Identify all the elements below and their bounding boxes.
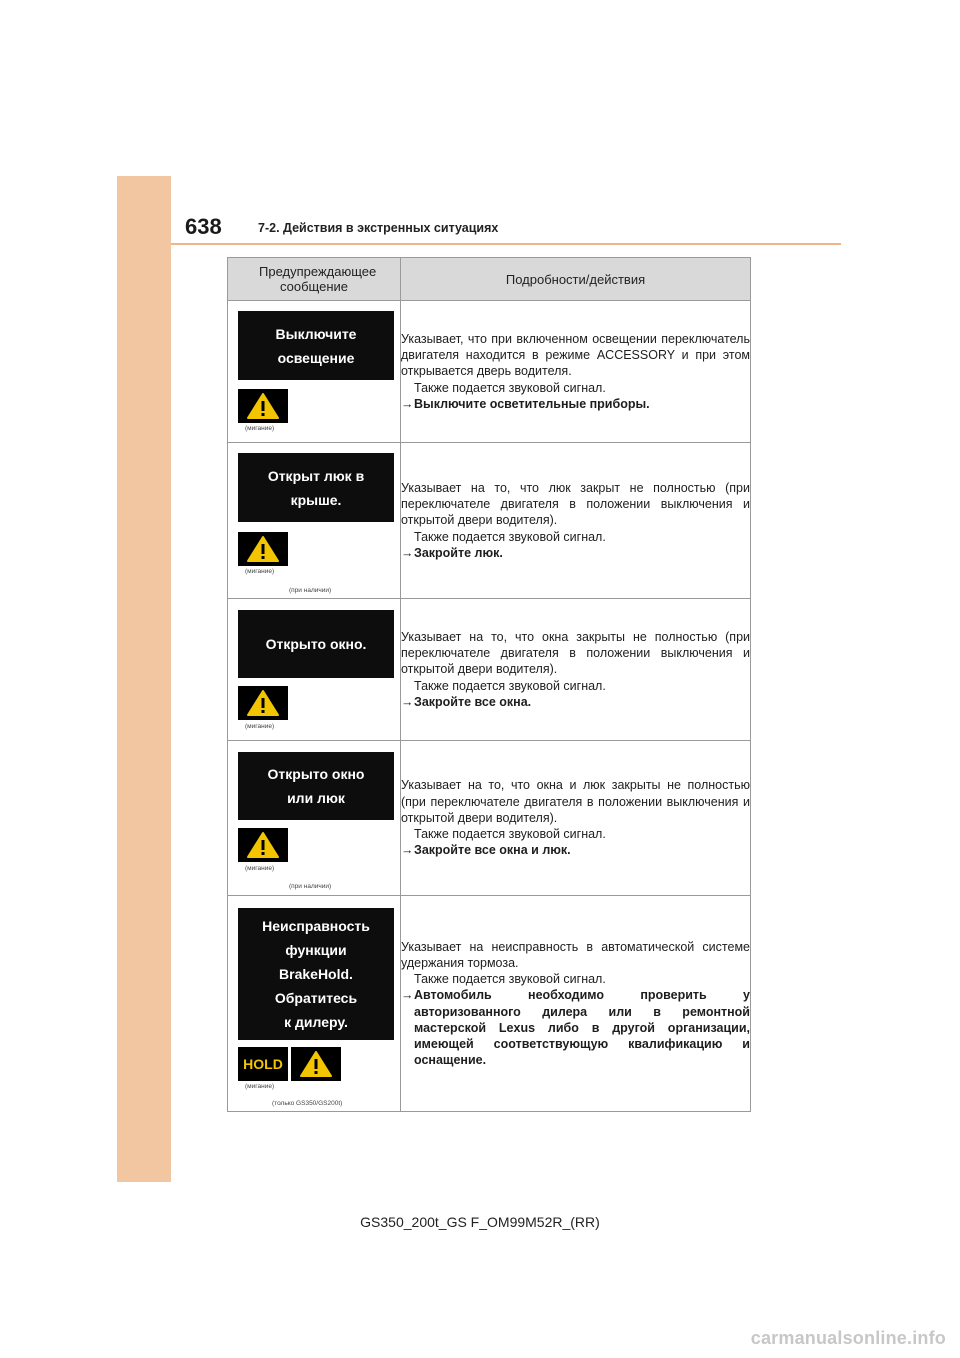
action-item [401, 694, 750, 710]
warning-triangle-icon [238, 828, 288, 862]
availability-note: (только GS350/GS200t) [272, 1100, 343, 1107]
header-rule [171, 243, 841, 245]
warning-triangle-icon [238, 686, 288, 720]
details-cell [401, 443, 751, 599]
display-line: функции [285, 942, 347, 958]
buzzer-note: Также подается звуковой сигнал. [414, 972, 606, 987]
action-item [401, 545, 750, 561]
page-number: 638 [185, 214, 222, 239]
message-image-cell [228, 741, 401, 896]
flash-note: (мигание) [245, 865, 275, 872]
arrow-icon: → [401, 396, 414, 411]
table-row [228, 443, 751, 599]
buzzer-note: Также подается звуковой сигнал. [414, 827, 606, 842]
warning-triangle-icon [291, 1047, 341, 1081]
action-item [401, 987, 750, 1068]
flash-note: (мигание) [245, 425, 275, 432]
display-line: к дилеру. [284, 1014, 348, 1030]
arrow-icon: → [401, 694, 414, 709]
watermark: carmanualsonline.info [750, 1328, 946, 1348]
display-line: Открыт люк в [267, 467, 365, 484]
column-header-message: Предупреждающее сообщение [228, 258, 401, 301]
arrow-icon: → [401, 988, 414, 1003]
description: Указывает на неисправность в автоматической системе удержания тормоза. [401, 939, 750, 970]
display-message [238, 453, 394, 522]
display-line: Выключите [275, 325, 357, 342]
action-text: Закройте все окна и люк. [414, 843, 571, 858]
display-line: Открыто окно [267, 766, 365, 782]
availability-note: (при наличии) [289, 587, 332, 594]
message-image-cell [228, 443, 401, 599]
side-tab-band [117, 176, 171, 1182]
message-image-cell [228, 301, 401, 443]
display-line: Неисправность [262, 918, 370, 934]
buzzer-note: Также подается звуковой сигнал. [414, 678, 606, 693]
brake-hold-icon: HOLD [238, 1047, 288, 1081]
table-row [228, 896, 751, 1112]
flash-note: (мигание) [245, 568, 275, 575]
table-header-row [228, 258, 751, 301]
action-text: Закройте все окна. [414, 694, 532, 709]
action-item [401, 842, 750, 858]
description: Указывает на то, что окна и люк закрыты не полностью (при переключателе двигателя в положении выключения и открытой двери водителя). [401, 778, 750, 825]
message-image-cell [228, 599, 401, 741]
display-message [238, 311, 394, 380]
display-line: BrakeHold. [279, 966, 353, 982]
table-row [228, 741, 751, 896]
display-line: освещение [277, 349, 355, 366]
display-line: Открыто окно. [265, 636, 367, 652]
warning-triangle-icon [238, 532, 288, 566]
details-cell [401, 741, 751, 896]
display-message [238, 610, 394, 678]
warning-message-table [227, 257, 751, 1112]
arrow-icon: → [401, 545, 414, 560]
table-row [228, 599, 751, 741]
details-cell [401, 301, 751, 443]
message-image-cell [228, 896, 401, 1112]
section-title: 7-2. Действия в экстренных ситуациях [258, 221, 499, 235]
column-header-details: Подробности/действия [401, 258, 751, 301]
table-row [228, 301, 751, 443]
buzzer-note: Также подается звуковой сигнал. [414, 529, 606, 544]
display-line: Обратитесь [274, 990, 358, 1006]
display-message [238, 752, 394, 820]
warning-triangle-icon [238, 389, 288, 423]
details-cell [401, 599, 751, 741]
flash-note: (мигание) [245, 723, 275, 730]
document-code: GS350_200t_GS F_OM99M52R_(RR) [360, 1214, 600, 1230]
display-line: крыше. [290, 491, 342, 508]
flash-note: (мигание) [245, 1083, 275, 1090]
description: Указывает, что при включенном освещении переключатель двигателя находится в режиме ACCESSORY и при этом открывается дверь водителя. [401, 331, 750, 379]
display-message [238, 908, 394, 1040]
description: Указывает на то, что окна закрыты не полностью (при переключателе двигателя в положении выключения и открытой двери водителя). [401, 629, 750, 677]
display-line: или люк [287, 790, 345, 806]
description: Указывает на то, что люк закрыт не полностью (при переключателе двигателя в положении выключения и открытой двери водителя). [401, 480, 750, 528]
action-item [401, 396, 750, 412]
arrow-icon: → [401, 843, 414, 858]
action-text: Закройте люк. [414, 545, 503, 560]
buzzer-note: Также подается звуковой сигнал. [414, 380, 606, 395]
action-text: Автомобиль необходимо проверить у авторизованного дилера или в ремонтной мастерской Lexus либо в другой организации, имеющей соответствующую квалификацию и оснащение. [414, 988, 750, 1068]
details-cell [401, 896, 751, 1112]
action-text: Выключите осветительные приборы. [414, 396, 650, 411]
availability-note: (при наличии) [289, 883, 332, 890]
